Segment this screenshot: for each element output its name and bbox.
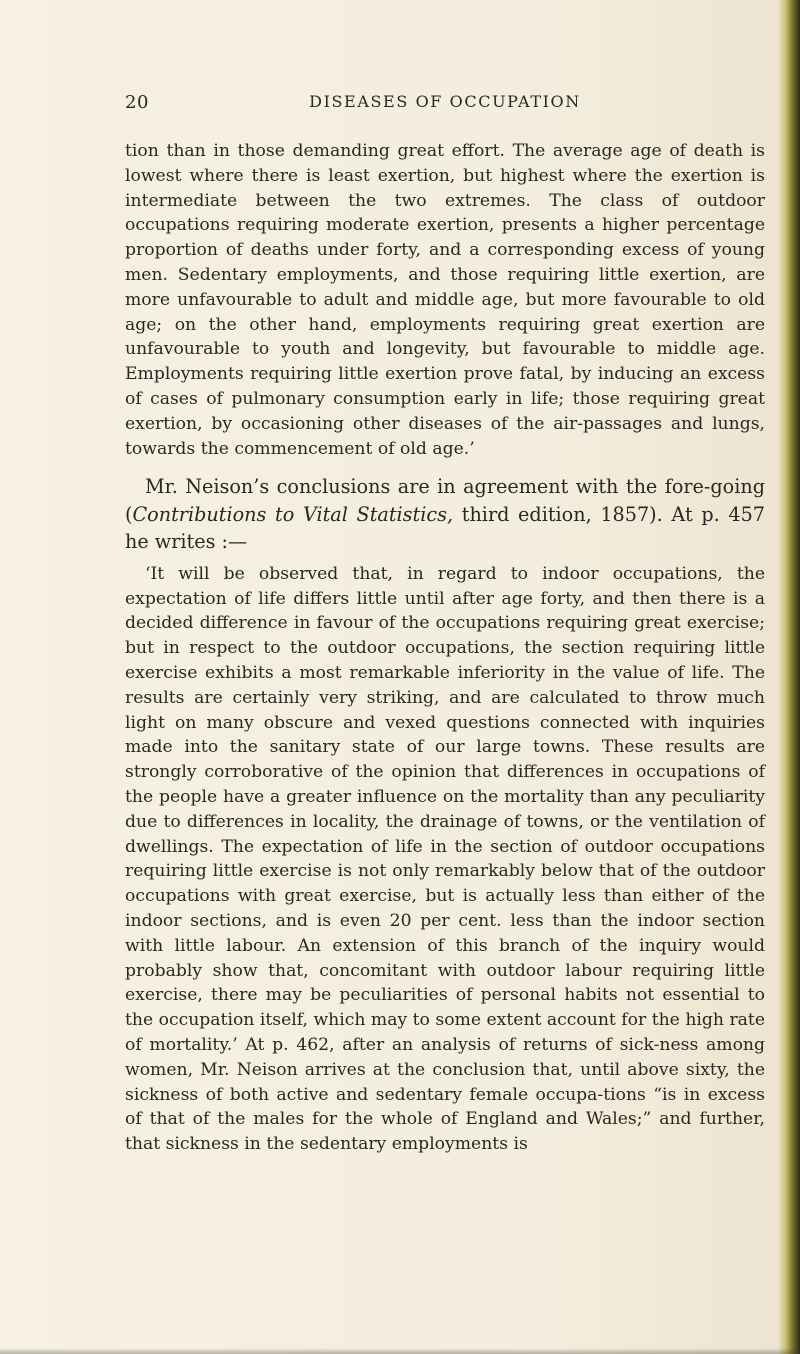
paragraph-neison-intro: [125, 473, 765, 556]
paragraph-quote-conclusion: tion than in those demanding great effort. The average age of death is lowest where there is least exertion, but highest where the exertion is intermediate between the two extremes. The class of outdoor occupations requiring moderate exertion, presents a higher percentage proportion of deaths under forty, and a corresponding excess of young men. Sedentary employments, and those requiring little exertion, are more unfavourable to adult and middle age, but more favourable to old age; on the other hand, employments requiring great exertion are unfavourable to youth and longevity, but favourable to middle age. Employments requiring little exertion prove fatal, by inducing an excess of cases of pulmonary consumption early in life; those requiring great exertion, by occasioning other diseases of the air-passages and lungs, towards the commencement of old age.’: [125, 141, 765, 459]
body-text: [125, 139, 765, 1157]
paragraph-neison-intro-end: third edition, 1857). At p. 457 he writes :—: [125, 502, 765, 554]
running-title: DISEASES OF OCCUPATION: [309, 92, 581, 111]
page-header: [125, 92, 765, 116]
paragraph-neison-quote: ‘It will be observed that, in regard to indoor occupations, the expectation of life differs little until after age forty, and then there is a decided difference in favour of the occupations requiring great exercise; but in respect to the outdoor occupations, the section requiring little exercise exhibits a most remarkable inferiority in the value of life. The results are certainly very striking, and are calculated to throw much light on many obscure and vexed questions connected with inquiries made into the sanitary state of our large towns. These results are strongly corroborative of the opinion that differences in occupations of the people have a greater influence on the mortality than any peculiarity due to differences in locality, the drainage of towns, or the ventilation of dwellings. The expectation of life in the section of outdoor occupations requiring little exercise is not only remarkably below that of the outdoor occupations with great exercise, but is actually less than either of the indoor sections, and is even 20 per cent. less than the indoor section with little labour. An extension of this branch of the inquiry would probably show that, concomitant with outdoor labour requiring little exercise, there may be peculiarities of personal habits not essential to the occupation itself, which may to some extent account for the high rate of mortality.’ At p. 462, after an analysis of returns of sick-ness among women, Mr. Neison arrives at the conclusion that, until above sixty, the sickness of both active and sedentary female occupa-tions “is in excess of that of the males for the whole of England and Wales;” and further, that sickness in the sedentary employments is: [125, 563, 765, 1155]
page-number: 20: [125, 92, 149, 113]
page-edge-binding: [778, 0, 800, 1354]
book-title-citation: Contributions to Vital Statistics,: [132, 502, 454, 526]
page-bottom-shadow: [0, 1348, 800, 1354]
paragraph-neison-intro-start: Mr. Neison’s conclusions are in agreement with the fore-going (: [125, 475, 765, 526]
